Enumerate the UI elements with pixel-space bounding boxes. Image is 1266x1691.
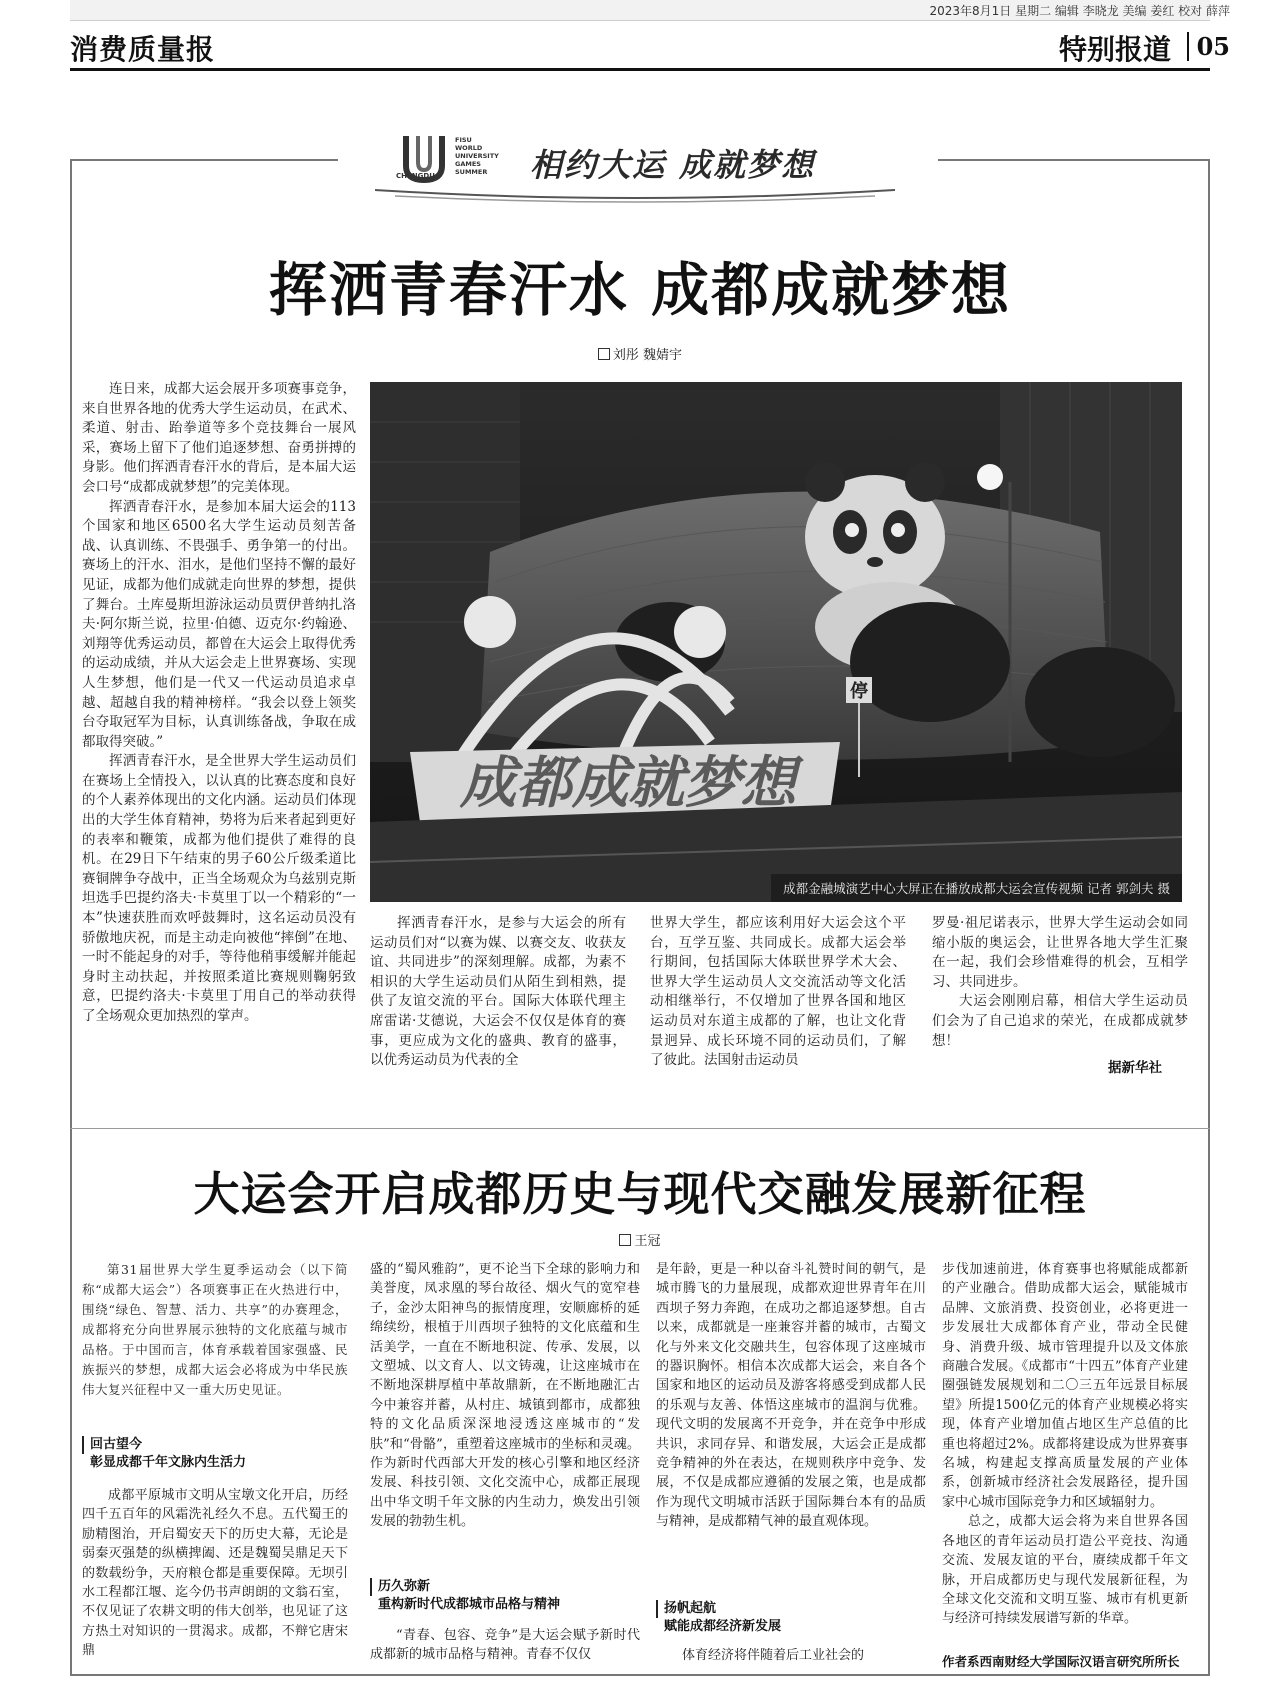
subhead-1-kicker: 回古望今 bbox=[82, 1436, 348, 1454]
subhead-3 bbox=[656, 1600, 926, 1636]
paragraph: 连日来，成都大运会展开多项赛事竞争，来自世界各地的优秀大学生运动员，在武术、柔道、射击、跆拳道等多个竞技舞台一展风采，赛场上留下了他们追逐梦想、奋勇拼搏的身影。他们挥洒青春汗水的背后，是本届大运会口号“成都成就梦想”的完美体现。 bbox=[82, 381, 356, 495]
paragraph: 挥洒青春汗水，是参加本届大运会的113个国家和地区6500名大学生运动员刻苦备战、认真训练、不畏强手、勇争第一的付出。赛场上的汗水、泪水，是他们坚持不懈的最好见证，成都为他们成就走向世界的梦想，提供了舞台。土库曼斯坦游泳运动员贾伊普纳扎洛夫·阿尔斯兰说，拉里·伯德、迈克尔·约翰逊、刘翔等优秀运动员，都曾在大运会上取得优秀的运动成绩，并从大运会走上世界赛场、实现人生梦想，他们是一代又一代运动员追求卓越、超越自我的精神榜样。“我会以登上领奖台夺取冠军为目标，认真训练备战，争取在成都取得突破。” bbox=[82, 498, 356, 750]
photo-sign-text: 成都成就梦想 bbox=[460, 751, 796, 816]
subhead-3-kicker: 扬帆起航 bbox=[656, 1600, 926, 1618]
photo-caption: 成都金融城演艺中心大屏正在播放成都大运会宣传视频 记者 郭剑夫 摄 bbox=[771, 874, 1182, 902]
paragraph: “青春、包容、竞争”是大运会赋予新时代成都新的城市品格与精神。青春不仅仅 bbox=[370, 1628, 640, 1663]
banner-swoosh bbox=[375, 186, 895, 204]
fisu-line: SUMMER bbox=[455, 168, 488, 176]
paragraph: 世界大学生，都应该利用好大运会这个平台，互学互鉴、共同成长。成都大运会举行期间，包括国际大体联世界学术大会、世界大学生运动员人文交流活动等文化活动相继举行，不仅增加了世界各国和地区运动员对东道主成都的了解，也让文化背景迥异、成长环境不同的运动员们，了解了彼此。法国射击运动员 bbox=[650, 915, 906, 1069]
paragraph: 成都平原城市文明从宝墩文化开启，历经四千五百年的风霜洗礼经久不息。五代蜀王的励精图治，开启蜀安天下的历史大幕，无论是弱秦灭强楚的纵横捭阖、还是魏蜀吴鼎足天下的数载纷争，天府粮仓都是重要保障。无坝引水工程都江堰、迄今仍书声朗朗的文翁石室，不仅见证了农耕文明的伟大创举，也见证了这方热土对知识的一贯渴求。成都，不辩它唐宋鼎 bbox=[82, 1488, 348, 1659]
article1-col2 bbox=[370, 914, 626, 1082]
dateline: 2023年8月1日 星期二 编辑 李晓龙 美编 姜红 校对 薛萍 bbox=[929, 4, 1230, 18]
article1-col3 bbox=[650, 914, 906, 1082]
lead-paragraph: 第31届世界大学生夏季运动会（以下简称“成都大运会”）各项赛事正在火热进行中，围绕“绿色、智慧、活力、共享”的办赛理念，成都将充分向世界展示独特的文化底蕴与城市品格。于中国而言，体育承载着国家强盛、民族振兴的梦想，成都大运会必将成为中华民族伟大复兴征程中又一重大历史见证。 bbox=[82, 1262, 348, 1397]
header-rule bbox=[70, 68, 1210, 71]
paragraph: 挥洒青春汗水，是全世界大学生运动员们在赛场上全情投入，以认真的比赛态度和良好的个人素养体现出的文化内涵。运动员们体现出的大学生体育精神，势将为后来者起到更好的表率和鞭策，成都为他们提供了难得的良机。在29日下午结束的男子60公斤级柔道比赛铜牌争夺战中，正当全场观众为乌兹别克斯坦选手巴提约洛夫·卡莫里丁以一个精彩的“一本”快速获胜而欢呼鼓舞时，这名运动员没有骄傲地庆祝，而是主动走向被他“摔倒”在地、一时不能起身的对手，等待他稍事缓解并能起身时主动扶起，并按照柔道比赛规则鞠躬致意，巴提约洛夫·卡莫里丁用自己的举动获得了全场观众更加热烈的掌声。 bbox=[82, 753, 356, 1024]
paragraph: 总之，成都大运会将为来自世界各国各地区的青年运动员打造公平竞技、沟通交流、发展友谊的平台，赓续成都千年文脉，开启成都历史与现代发展新征程，为全球文化交流和文明互鉴、城市有机更新与经济可持续发展谱写新的华章。 bbox=[942, 1514, 1188, 1627]
article2-col2-tail bbox=[370, 1626, 640, 1666]
fisu-line: WORLD bbox=[455, 144, 483, 152]
article1-col4 bbox=[932, 914, 1188, 1054]
article1-byline bbox=[70, 344, 1210, 363]
banner-city: CHENGDU bbox=[396, 172, 435, 180]
page-number: 05 bbox=[1187, 32, 1230, 61]
fisu-line: FISU bbox=[455, 136, 472, 144]
photo bbox=[370, 382, 1182, 902]
article2-col3-tail bbox=[656, 1646, 926, 1668]
subhead-2 bbox=[370, 1578, 640, 1614]
paragraph: 盛的“蜀风雅韵”，更不论当下全球的影响力和美誉度，凤求凰的琴台故径、烟火气的宽窄巷子，金沙太阳神鸟的振情度理，安顺廊桥的延绵续纷，根植于川西坝子独特的文化底蕴和生活美学，一直在不断地积淀、传承、发展，以文塑城、以文育人、以文铸魂，让这座城市在不断地深耕厚植中革故鼎新，在不断地融汇古今中兼容并蓄，从村庄、城镇到都市，成都独特的文化品质深深地浸透这座城市的“发肤”和“骨骼”，重塑着这座城市的坐标和灵魂。作为新时代西部大开发的核心引擎和地区经济发展、科技引领、文化交流中心，成都正展现出中华文明千年文脉的内生动力，焕发出引领发展的勃勃生机。 bbox=[370, 1262, 640, 1530]
banner-slogan: 相约大运 成就梦想 bbox=[530, 146, 816, 184]
article2-byline bbox=[70, 1230, 1210, 1249]
subhead-1-title: 彰显成都千年文脉内生活力 bbox=[90, 1455, 247, 1470]
paragraph: 罗曼·祖尼诺表示，世界大学生运动会如同缩小版的奥运会，让世界各地大学生汇聚在一起，我们会珍惜难得的机会，互相学习、共同进步。 bbox=[932, 915, 1188, 990]
paragraph: 挥洒青春汗水，是参与大运会的所有运动员们对“以赛为媒、以赛交友、收获友谊、共同进步”的深刻理解。成都，为素不相识的大学生运动员们从陌生到相熟，提供了友谊交流的平台。国际大体联代理主席雷诺·艾德说，大运会不仅仅是体育的赛事，更应成为文化的盛典、教育的盛事，以优秀运动员为代表的全 bbox=[370, 915, 626, 1069]
article-separator bbox=[70, 1128, 1210, 1129]
fisu-text bbox=[455, 136, 499, 176]
article2-col4 bbox=[942, 1260, 1188, 1648]
subhead-3-title: 赋能成都经济新发展 bbox=[664, 1619, 782, 1634]
article1-headline: 挥洒青春汗水 成都成就梦想 bbox=[268, 256, 1012, 324]
paragraph: 步伐加速前进，体育赛事也将赋能成都新的产业融合。借助成都大运会，赋能城市品牌、文旅消费、投资创业，必将更进一步发展壮大成都体育产业，带动全民健身、消费升级、城市管理提升以及文体旅商融合发展。《成都市“十四五”体育产业建圈强链发展规划和二〇三五年远景目标展望》所提1500亿元的体育产业规模必将实现，体育产业增加值占地区生产总值的比重也将超过2%。成都将建设成为世界赛事名城，构建起支撑高质量发展的产业体系，创新城市经济社会发展路径，提升国家中心城市国际竞争力和区域辐射力。 bbox=[942, 1262, 1188, 1510]
photo-illustration bbox=[370, 382, 1182, 902]
arena-dome bbox=[480, 492, 1110, 760]
article1-source: 据新华社 bbox=[1108, 1060, 1162, 1076]
article1-byline-names: 刘彤 魏婧宇 bbox=[612, 348, 683, 363]
paragraph: 大运会刚刚启幕，相信大学生运动员们会为了自己追求的荣光，在成都成就梦想！ bbox=[932, 993, 1188, 1049]
subhead-1 bbox=[82, 1436, 348, 1472]
paragraph: 是年龄，更是一种以奋斗礼赞时间的朝气，是城市腾飞的力量展现，成都欢迎世界青年在川西坝子努力奔跑，在成功之都追逐梦想。自古以来，成都就是一座兼容并蓄的城市，古蜀文化与外来文化交融共生，包容体现了这座城市的器识胸怀。相信本次成都大运会，来自各个国家和地区的运动员及游客将感受到成都人民的乐观与友善、体悟这座城市的温润与优雅。现代文明的发展离不开竞争，并在竞争中形成共识，求同存异、和谐发展，大运会正是成都竞争精神的外在表达，在规则秩序中竞争、发展，不仅是成都应遵循的发展之策，也是成都作为现代文明城市活跃于国际舞台本有的品质与精神，是成都精气神的最直观体现。 bbox=[656, 1262, 926, 1530]
article1-col1 bbox=[82, 380, 356, 1028]
stop-sign-text: 停 bbox=[850, 681, 868, 702]
masthead: 消费质量报 bbox=[70, 33, 216, 66]
fisu-line: GAMES bbox=[455, 160, 481, 168]
article2-lead bbox=[82, 1260, 348, 1420]
paragraph: 体育经济将伴随着后工业社会的 bbox=[682, 1648, 865, 1663]
article2-byline-name: 王冠 bbox=[634, 1234, 661, 1249]
article2-col2 bbox=[370, 1260, 640, 1560]
fisu-line: UNIVERSITY bbox=[455, 152, 499, 160]
article2-headline: 大运会开启成都历史与现代交融发展新征程 bbox=[193, 1167, 1087, 1221]
street-lamp-light bbox=[977, 464, 1003, 490]
author-note: 作者系西南财经大学国际汉语言研究所所长 bbox=[942, 1654, 1180, 1669]
article2-col1 bbox=[82, 1486, 348, 1666]
fisu-chengdu-logo-icon bbox=[398, 132, 450, 192]
subhead-2-title: 重构新时代成都城市品格与精神 bbox=[378, 1597, 561, 1612]
article2-col3 bbox=[656, 1260, 926, 1590]
section-name: 特别报道 bbox=[1058, 33, 1171, 66]
subhead-2-kicker: 历久弥新 bbox=[370, 1578, 640, 1596]
